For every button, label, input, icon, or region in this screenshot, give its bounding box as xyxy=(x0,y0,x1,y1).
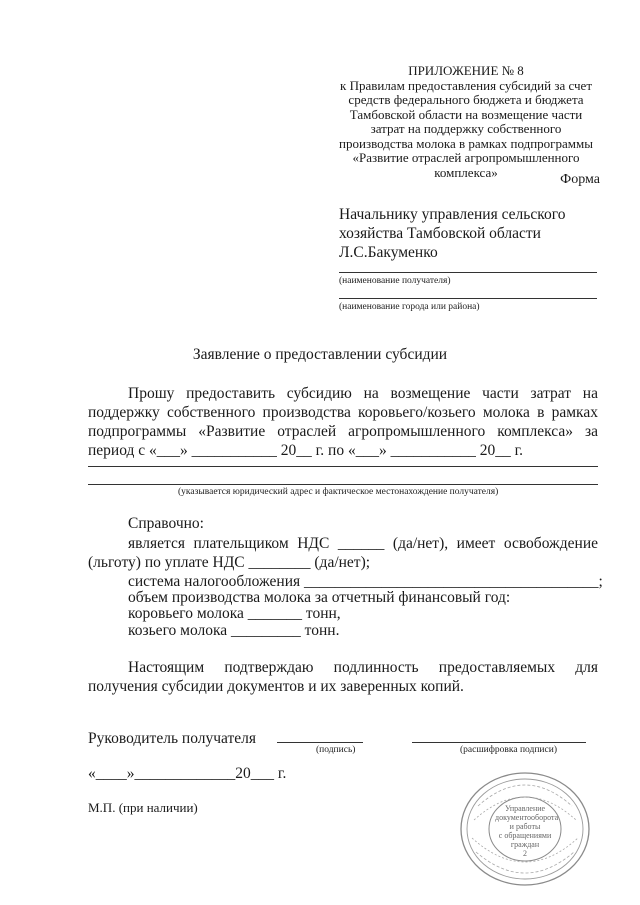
signature-decode-line[interactable] xyxy=(412,742,586,743)
addressee-block xyxy=(339,205,565,262)
stamp-line: и работы xyxy=(509,822,541,831)
appendix-line: ПРИЛОЖЕНИЕ № 8 xyxy=(408,63,524,78)
request-line: период с «___» ___________ 20__ г. по «___» ___________ 20__ г. xyxy=(88,442,524,459)
reference-heading: Справочно: xyxy=(128,515,204,532)
request-line: Прошу предоставить субсидию на возмещение части затрат на xyxy=(128,385,598,402)
seal-label: М.П. (при наличии) xyxy=(88,800,198,815)
stamp-line: документооборота xyxy=(495,813,559,822)
address-caption: (указывается юридический адрес и фактическое местонахождение получателя) xyxy=(178,487,499,497)
addressee-line: Л.С.Бакуменко xyxy=(339,244,438,261)
appendix-line: средств федерального бюджета и бюджета xyxy=(348,92,584,107)
cow-milk-line: коровьего молока _______ тонн, xyxy=(128,605,341,622)
stamp-number: 2 xyxy=(523,849,527,858)
appendix-line: к Правилам предоставления субсидий за счет xyxy=(340,77,592,93)
signature-line[interactable] xyxy=(277,742,363,743)
addressee-line: Начальнику управления сельского xyxy=(339,206,566,223)
volume-heading: объем производства молока за отчетный финансовый год: xyxy=(128,589,511,606)
vat-line: является плательщиком НДС ______ (да/нет), имеет освобождение xyxy=(128,535,598,552)
appendix-line: Тамбовской области на возмещение части xyxy=(349,106,583,122)
goat-milk-line: козьего молока _________ тонн. xyxy=(128,622,340,639)
stamp-line: граждан xyxy=(510,840,540,849)
vat-paragraph xyxy=(88,534,598,572)
city-caption: (наименование города или района) xyxy=(339,302,480,312)
recipient-name-line[interactable] xyxy=(339,272,597,273)
confirm-line: Настоящим подтверждаю подлинность предоставляемых для xyxy=(128,659,598,676)
stamp-line: с обращениями xyxy=(498,831,552,840)
signature-caption: (подпись) xyxy=(316,745,356,755)
request-line: поддержку собственного производства коровьего/козьего молока в рамках xyxy=(88,404,598,421)
request-paragraph xyxy=(88,384,598,460)
tax-system-line: система налогообложения ______________________________________; xyxy=(128,573,603,590)
appendix-line: комплекса» xyxy=(434,164,498,180)
decode-caption: (расшифровка подписи) xyxy=(460,745,557,755)
request-line: подпрограммы «Развитие отраслей агропромышленного комплекса» за xyxy=(88,423,598,440)
recipient-caption: (наименование получателя) xyxy=(339,276,451,286)
addressee-line: хозяйства Тамбовской области xyxy=(339,225,541,242)
registration-stamp xyxy=(458,770,592,888)
appendix-line: затрат на поддержку собственного xyxy=(370,121,562,136)
confirm-paragraph xyxy=(88,658,598,696)
appendix-header xyxy=(330,64,602,180)
appendix-line: производства молока в рамках подпрограммы xyxy=(339,135,593,151)
address-line-1[interactable] xyxy=(88,466,598,467)
head-label: Руководитель получателя xyxy=(88,730,257,747)
stamp-line: Управление xyxy=(504,804,546,813)
address-line-2[interactable] xyxy=(88,484,598,485)
stamp-center-text xyxy=(495,804,559,858)
city-name-line[interactable] xyxy=(339,298,597,299)
date-line: «____»_____________20___ г. xyxy=(88,765,287,782)
appendix-line: «Развитие отраслей агропромышленного xyxy=(352,150,580,165)
confirm-line: получения субсидии документов и их заверенных копий. xyxy=(88,678,464,695)
document-title: Заявление о предоставлении субсидии xyxy=(192,346,448,363)
form-label: Форма xyxy=(560,172,600,187)
vat-line: (льготу) по уплате НДС ________ (да/нет); xyxy=(88,554,371,571)
